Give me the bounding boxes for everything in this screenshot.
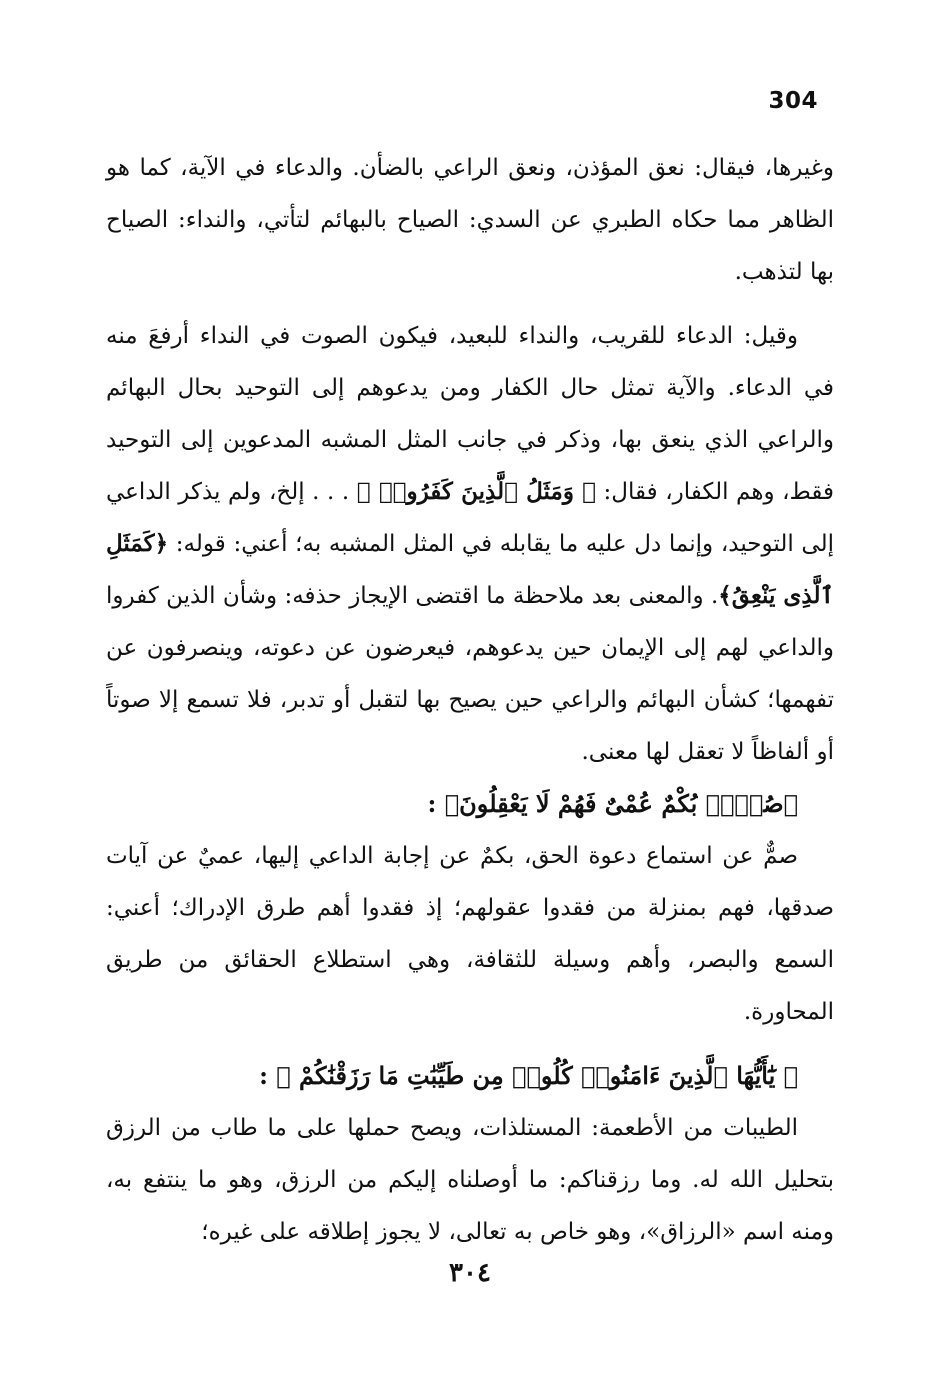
paragraph-2 — [106, 310, 834, 778]
verse-heading-1: ﴿صُمٌّۢ بُكْمٌ عُمْىٌ فَهُمْ لَا يَعْقِلُونَ﴾ : — [427, 789, 798, 818]
page-number-bottom: ٣٠٤ — [449, 1258, 491, 1288]
verse-heading-2: ﴿ يَٰٓأَيُّهَا ٱلَّذِينَ ءَامَنُوا۟ كُلُوا۟ مِن طَيِّبَٰتِ مَا رَزَقْنَٰكُمْ ﴾ : — [259, 1061, 798, 1090]
paragraph-2-part-c: . والمعنى بعد ملاحظة ما اقتضى الإيجاز حذفه: وشأن الذين كفروا والداعي لهم إلى الإيمان حين يدعوهم، فيعرضون عن دعوته، وينصرفون عن تفهمها؛ كشأن البهائم والراعي حين يصيح بها لتقبل أو تدبر، فلا تسمع إلا صوتاً أو ألفاظاً لا تعقل لها معنى. — [106, 583, 834, 765]
paragraph-2-part-a: وقيل: الدعاء للقريب، والنداء للبعيد، فيكون الصوت في النداء أرفعَ منه في الدعاء. والآية تمثل حال الكفار ومن يدعوهم إلى التوحيد بحال البهائم والراعي الذي ينعق بها، وذكر في جانب المثل المشبه المدعوين إلى التوحيد فقط، وهم الكفار، فقال: — [106, 323, 835, 505]
quran-quote-2: ﴿كَمَثَلِ ٱلَّذِى يَنْعِقُ﴾ — [106, 530, 834, 609]
paragraph-2-part-b: . . . إلخ، ولم يذكر الداعي إلى التوحيد، وإنما دل عليه ما يقابله في المثل المشبه به؛ أعني: قوله: — [106, 479, 834, 557]
paragraph-gap — [106, 1038, 834, 1050]
paragraph-3: صمٌّ عن استماع دعوة الحق، بكمٌ عن إجابة الداعي إليها، عميٌ عن آيات صدقها، فهم بمنزلة من فقدوا عقولهم؛ إذ فقدوا أهم طرق الإدراك؛ أعني: السمع والبصر، وأهم وسيلة للثقافة، وهي استطلاع الحقائق من طريق المحاورة. — [106, 843, 834, 1025]
paragraph-1: وغيرها، فيقال: نعق المؤذن، ونعق الراعي بالضأن. والدعاء في الآية، كما هو الظاهر مما حكاه الطبري عن السدي: الصياح بالبهائم لتأتي، والنداء: الصياح بها لتذهب. — [106, 155, 834, 285]
page-number-top: 304 — [768, 88, 818, 114]
text-body — [106, 142, 834, 1258]
paragraph-gap — [106, 298, 834, 310]
quran-quote-1: ﴿ وَمَثَلُ ٱلَّذِينَ كَفَرُوا۟ ﴾ — [356, 478, 596, 505]
paragraph-4: الطيبات من الأطعمة: المستلذات، ويصح حملها على ما طاب من الرزق بتحليل الله له. وما رزقناكم: ما أوصلناه إليكم من الرزق، وهو ما ينتفع به، ومنه اسم «الرزاق»، وهو خاص به تعالى، لا يجوز إطلاقه على غيره؛ — [106, 1115, 834, 1245]
